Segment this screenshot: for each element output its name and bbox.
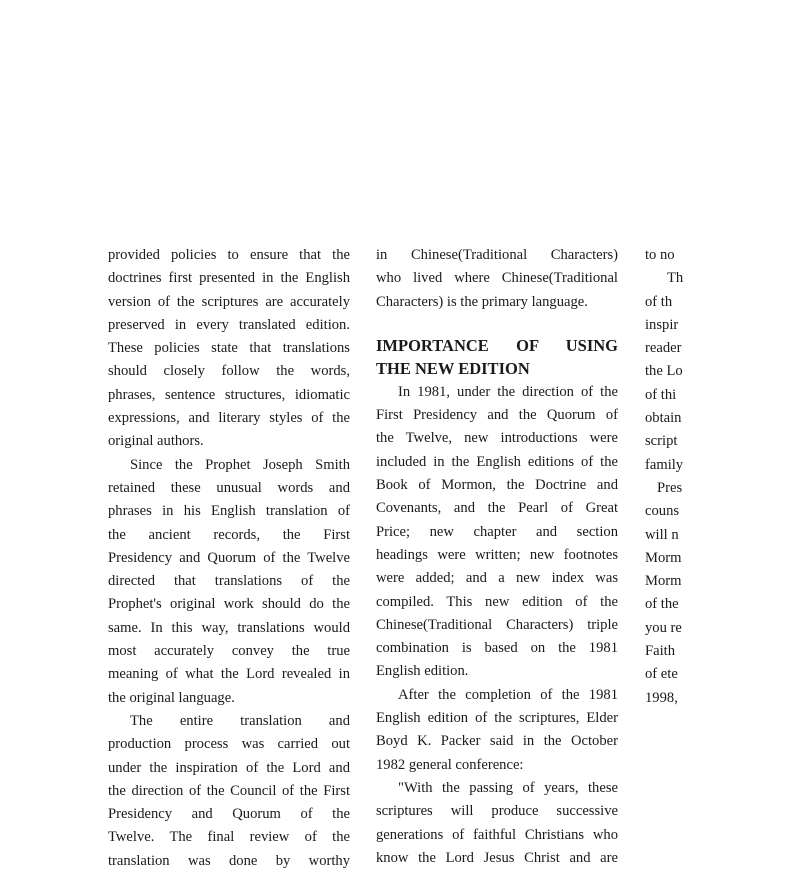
text-line: headings were written; new footnotes bbox=[376, 546, 618, 563]
text-line: the Twelve, new introductions were bbox=[376, 430, 618, 447]
text-line: After the completion of the 1981 bbox=[398, 686, 618, 703]
text-line: the original language. bbox=[108, 689, 235, 706]
text-line: same. In this way, translations would bbox=[108, 619, 350, 636]
text-line: Twelve. The final review of the bbox=[108, 829, 350, 846]
text-fragment: family bbox=[645, 456, 684, 473]
paragraph bbox=[376, 244, 618, 314]
text-line: the ancient records, the First bbox=[108, 526, 350, 543]
text-line: Price; new chapter and section bbox=[376, 523, 618, 540]
text-line: Chinese(Traditional Characters) triple bbox=[376, 616, 618, 633]
text-line: original authors. bbox=[108, 433, 204, 450]
text-fragment: obtain bbox=[645, 410, 682, 427]
text-line: know the Lord Jesus Christ and are bbox=[376, 849, 618, 866]
column-left bbox=[108, 244, 350, 873]
paragraph bbox=[108, 710, 350, 873]
heading-line: THE NEW EDITION bbox=[376, 359, 530, 379]
text-line: generations of faithful Christians who bbox=[376, 826, 618, 843]
text-line: meaning of what the Lord revealed in bbox=[108, 666, 350, 683]
text-line: First Presidency and the Quorum of bbox=[376, 407, 618, 424]
text-line: English edition. bbox=[376, 663, 469, 680]
column-middle bbox=[376, 244, 618, 870]
text-line: English edition of the scriptures, Elder bbox=[376, 710, 618, 727]
text-fragment: of th bbox=[645, 293, 673, 310]
text-line: These policies state that translations bbox=[108, 340, 350, 357]
text-line: directed that translations of the bbox=[108, 573, 350, 590]
text-line: phrases in his English translation of bbox=[108, 503, 350, 520]
text-line: Presidency and Quorum of the Twelve bbox=[108, 549, 350, 566]
text-line: retained these unusual words and bbox=[108, 479, 350, 496]
paragraph bbox=[376, 684, 618, 777]
text-line: the direction of the Council of the First bbox=[108, 782, 350, 799]
text-line: included in the English editions of the bbox=[376, 453, 618, 470]
text-line: version of the scriptures are accurately bbox=[108, 293, 350, 310]
heading-line: IMPORTANCE OF USING bbox=[376, 335, 618, 355]
text-line: The entire translation and bbox=[130, 712, 350, 729]
text-line: preserved in every translated edition. bbox=[108, 316, 350, 333]
text-line: Prophet's original work should do the bbox=[108, 596, 350, 613]
text-fragment: will n bbox=[645, 526, 679, 543]
text-line: should closely follow the words, bbox=[108, 363, 350, 380]
text-fragment: to no bbox=[645, 247, 675, 263]
column-right-cropped bbox=[645, 244, 785, 710]
text-line: who lived where Chinese(Traditional bbox=[376, 270, 618, 287]
text-fragment: Morm bbox=[645, 549, 682, 566]
text-line: In 1981, under the direction of the bbox=[398, 383, 618, 400]
text-line: Boyd K. Packer said in the October bbox=[376, 733, 618, 750]
text-fragment: of ete bbox=[645, 666, 678, 683]
text-line: provided policies to ensure that the bbox=[108, 247, 350, 263]
text-line: Book of Mormon, the Doctrine and bbox=[376, 477, 618, 494]
text-line: Covenants, and the Pearl of Great bbox=[376, 500, 618, 517]
text-line: under the inspiration of the Lord and bbox=[108, 759, 350, 776]
text-fragment: Th bbox=[667, 270, 684, 287]
text-fragment: 1998, bbox=[645, 689, 678, 706]
text-line: Since the Prophet Joseph Smith bbox=[130, 456, 350, 473]
text-fragment: inspir bbox=[645, 316, 679, 333]
paragraph bbox=[376, 777, 618, 870]
text-fragment: reader bbox=[645, 340, 682, 357]
text-fragment: of the bbox=[645, 596, 679, 613]
text-line: doctrines first presented in the English bbox=[108, 270, 350, 287]
text-line: in Chinese(Traditional Characters) bbox=[376, 247, 618, 263]
text-line: combination is based on the 1981 bbox=[376, 640, 618, 657]
text-line: most accurately convey the true bbox=[108, 643, 350, 660]
text-line: Presidency and Quorum of the bbox=[108, 806, 350, 823]
text-fragment: couns bbox=[645, 503, 680, 520]
text-line: 1982 general conference: bbox=[376, 756, 524, 773]
text-fragment: you re bbox=[645, 619, 682, 636]
paragraph bbox=[376, 381, 618, 684]
section-heading bbox=[376, 334, 618, 381]
text-line: expressions, and literary styles of the bbox=[108, 410, 350, 427]
text-fragment: Pres bbox=[657, 479, 683, 496]
text-line: production process was carried out bbox=[108, 736, 350, 753]
text-line: phrases, sentence structures, idiomatic bbox=[108, 386, 350, 403]
text-line: "With the passing of years, these bbox=[398, 779, 618, 796]
text-line: were added; and a new index was bbox=[376, 570, 618, 587]
text-fragment: script bbox=[645, 433, 678, 450]
paragraph bbox=[108, 244, 350, 454]
text-fragment: Morm bbox=[645, 573, 682, 590]
text-line: compiled. This new edition of the bbox=[376, 593, 618, 610]
text-fragment: Faith bbox=[645, 643, 675, 660]
text-fragment: of thi bbox=[645, 386, 677, 403]
text-fragment: the Lo bbox=[645, 363, 683, 380]
text-line: Characters) is the primary language. bbox=[376, 293, 588, 310]
text-line: scriptures will produce successive bbox=[376, 803, 618, 820]
text-line: translation was done by worthy bbox=[108, 852, 350, 869]
paragraph bbox=[108, 454, 350, 710]
